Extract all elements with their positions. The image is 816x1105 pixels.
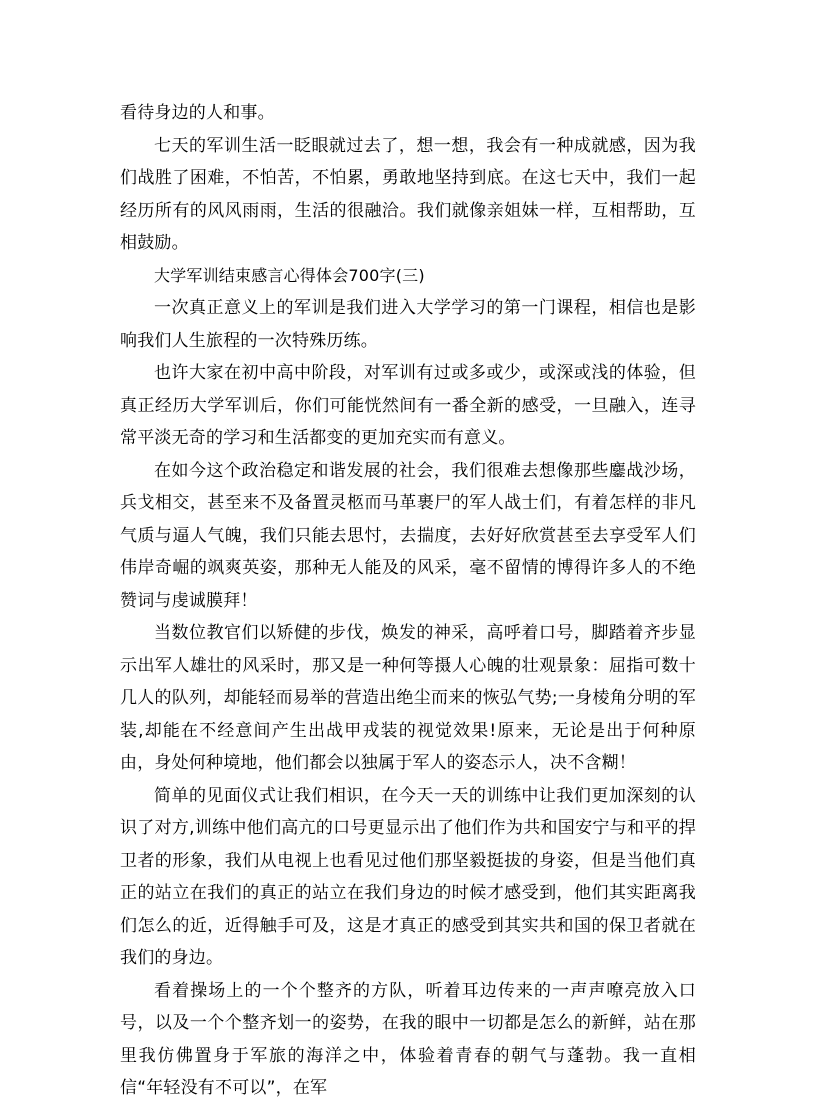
section-subtitle: 大学军训结束感言心得体会700字(三) (154, 265, 425, 285)
paragraph-meeting: 简单的见面仪式让我们相识，在今天一天的训练中让我们更加深刻的认识了对方,训练中他们高亢的口号更显示出了他们作为共和国安宁与和平的捍卫者的形象，我们从电视上也看见过他们那坚毅挺拔的身姿，但是当他们真正的站立在我们的真正的站立在我们身边的时候才感受到，他们其实距离我们怎么的近，近得触手可及，这是才真正的感受到其实共和国的保卫者就在我们的身边。 (120, 785, 696, 968)
paragraph-first-course: 一次真正意义上的军训是我们进入大学学习的第一门课程，相信也是影响我们人生旅程的一次特殊历练。 (120, 298, 696, 351)
paragraph-instructors: 当数位教官们以矫健的步伐，焕发的神采，高呼着口号，脚踏着齐步显示出军人雄壮的风采时，那又是一种何等摄人心魄的壮观景象：屈指可数十几人的队列，却能轻而易举的营造出绝尘而来的恢弘气势;一身棱角分明的军装,却能在不经意间产生出战甲戎装的视觉效果!原来，无论是出于何种原由，身处何种境地，他们都会以独属于军人的姿态示人，决不含糊！ (120, 623, 696, 773)
paragraph-playground: 看着操场上的一个个整齐的方队，听着耳边传来的一声声嘹亮放入口号，以及一个个整齐划一的姿势，在我的眼中一切都是怎么的新鲜，站在那里我仿佛置身于军旅的海洋之中，体验着青春的朝气与蓬勃。我一直相信“年轻没有不可以”，在军 (120, 980, 696, 1098)
paragraph-intro-fragment: 看待身边的人和事。 (120, 103, 275, 123)
paragraph-society: 在如今这个政治稳定和谐发展的社会，我们很难去想像那些鏖战沙场，兵戈相交，甚至来不及备置灵柩而马革裹尸的军人战士们，有着怎样的非凡气质与逼人气魄，我们只能去思忖，去揣度，去好好欣赏甚至去享受军人们伟岸奇崛的飒爽英姿，那种无人能及的风采，毫不留情的博得许多人的不绝赞词与虔诚膜拜！ (120, 460, 696, 611)
paragraph-seven-days: 七天的军训生活一眨眼就过去了，想一想，我会有一种成就感，因为我们战胜了困难，不怕苦，不怕累，勇敢地坚持到底。在这七天中，我们一起经历所有的风风雨雨，生活的很融洽。我们就像亲姐妹一样，互相帮助，互相鼓励。 (120, 135, 696, 253)
paragraph-high-school: 也许大家在初中高中阶段，对军训有过或多或少，或深或浅的体验，但真正经历大学军训后，你们可能恍然间有一番全新的感受，一旦融入，连寻常平淡无奇的学习和生活都变的更加充实而有意义。 (120, 363, 696, 448)
document-page (120, 97, 696, 1105)
